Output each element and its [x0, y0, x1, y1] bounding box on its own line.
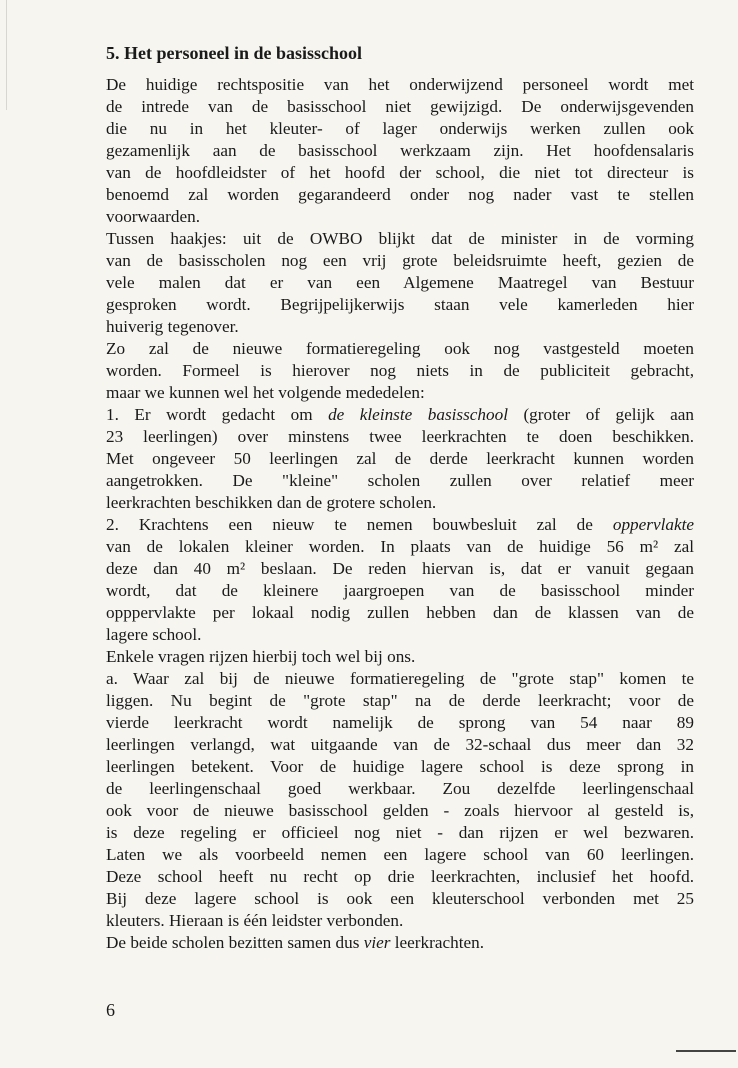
text-line: leerlingen verlangd, wat uitgaande van de 32-schaal dus meer dan 32: [106, 735, 694, 754]
text-line: huiverig tegenover.: [106, 317, 239, 336]
text-line: Deze school heeft nu recht op drie leerkrachten, inclusief het hoofd.: [106, 867, 694, 886]
text-line: gesproken wordt. Begrijpelijkerwijs staan vele kamerleden hier: [106, 295, 694, 314]
text-line: vele malen dat er van een Algemene Maatregel van Bestuur: [106, 273, 694, 292]
text-line: voorwaarden.: [106, 207, 201, 226]
text-line: worden. Formeel is hierover nog niets in de publiciteit gebracht,: [106, 361, 694, 380]
text-line: vierde leerkracht wordt namelijk de sprong van 54 naar 89: [106, 713, 694, 732]
text-line: deze dan 40 m² beslaan. De reden hiervan is, dat er vanuit gegaan: [106, 559, 694, 578]
text-line: 2. Krachtens een nieuw te nemen bouwbesluit zal de oppervlakte: [106, 515, 694, 534]
text-line: de intrede van de basisschool niet gewijzigd. De onderwijsgevenden: [106, 97, 694, 116]
scan-edge: [6, 0, 7, 110]
text-line: wordt, dat de kleinere jaargroepen van de basisschool minder: [106, 581, 694, 600]
scan-mark: [676, 1050, 736, 1052]
text-line: is deze regeling er officieel nog niet - dan rijzen er wel bezwaren.: [106, 823, 694, 842]
text-line: De huidige rechtspositie van het onderwijzend personeel wordt met: [106, 75, 694, 94]
text-line: Enkele vragen rijzen hierbij toch wel bij ons.: [106, 647, 416, 666]
text-line: Bij deze lagere school is ook een kleuterschool verbonden met 25: [106, 889, 694, 908]
text-line: van de basisscholen nog een vrij grote beleidsruimte heeft, gezien de: [106, 251, 694, 270]
text-line: De beide scholen bezitten samen dus vier leerkrachten.: [106, 933, 484, 952]
body-text: [106, 74, 694, 954]
text-line: opppervlakte per lokaal nodig zullen hebben dan de klassen van de: [106, 603, 694, 622]
text-line: kleuters. Hieraan is één leidster verbonden.: [106, 911, 404, 930]
text-line: lagere school.: [106, 625, 202, 644]
text-line: a. Waar zal bij de nieuwe formatieregeling de "grote stap" komen te: [106, 669, 694, 688]
text-line: Met ongeveer 50 leerlingen zal de derde leerkracht kunnen worden: [106, 449, 694, 468]
text-line: Laten we als voorbeeld nemen een lagere school van 60 leerlingen.: [106, 845, 694, 864]
text-line: die nu in het kleuter- of lager onderwijs werken zullen ook: [106, 119, 694, 138]
page-number: 6: [106, 1000, 115, 1020]
text-line: 1. Er wordt gedacht om de kleinste basisschool (groter of gelijk aan: [106, 405, 694, 424]
section-heading: 5. Het personeel in de basisschool: [106, 43, 363, 63]
text-line: maar we kunnen wel het volgende mededelen:: [106, 383, 425, 402]
text-line: gezamenlijk aan de basisschool werkzaam zijn. Het hoofdensalaris: [106, 141, 694, 160]
document-page: [106, 42, 694, 954]
text-line: benoemd zal worden gegarandeerd onder nog nader vast te stellen: [106, 185, 694, 204]
text-line: liggen. Nu begint de "grote stap" na de derde leerkracht; voor de: [106, 691, 694, 710]
text-line: ook voor de nieuwe basisschool gelden - zoals hiervoor al gesteld is,: [106, 801, 694, 820]
text-line: de leerlingenschaal goed werkbaar. Zou dezelfde leerlingenschaal: [106, 779, 694, 798]
text-line: van de hoofdleidster of het hoofd der school, die niet tot directeur is: [106, 163, 694, 182]
text-line: Zo zal de nieuwe formatieregeling ook nog vastgesteld moeten: [106, 339, 694, 358]
text-line: aangetrokken. De "kleine" scholen zullen over relatief meer: [106, 471, 694, 490]
text-line: van de lokalen kleiner worden. In plaats van de huidige 56 m² zal: [106, 537, 694, 556]
text-line: Tussen haakjes: uit de OWBO blijkt dat de minister in de vorming: [106, 229, 694, 248]
text-line: 23 leerlingen) over minstens twee leerkrachten te doen beschikken.: [106, 427, 694, 446]
text-line: leerlingen betekent. Voor de huidige lagere school is deze sprong in: [106, 757, 694, 776]
text-line: leerkrachten beschikken dan de grotere scholen.: [106, 493, 437, 512]
